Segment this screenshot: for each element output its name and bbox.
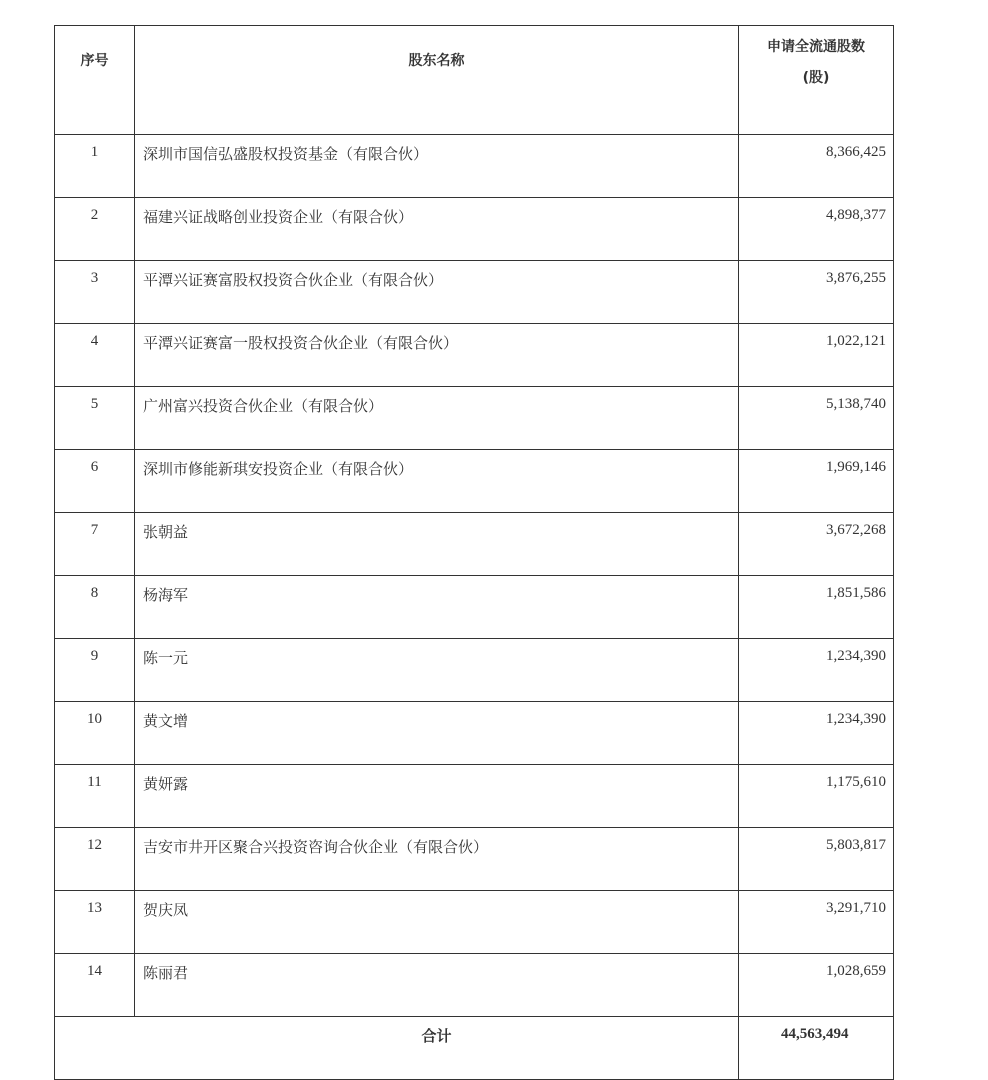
shareholder-table [54,25,894,1080]
table-row [55,765,894,828]
row-shares: 1,022,121 [739,324,894,387]
header-name: 股东名称 [135,26,739,135]
row-shares: 3,291,710 [739,891,894,954]
row-shares: 1,969,146 [739,450,894,513]
row-seq: 2 [55,198,135,261]
table-header-row [55,26,894,135]
row-seq: 10 [55,702,135,765]
row-shares: 8,366,425 [739,135,894,198]
row-name: 黄妍露 [135,765,739,828]
header-shares-line2: (股) [802,70,830,86]
total-label-text: 合计 [421,1027,452,1045]
row-shares: 1,028,659 [739,954,894,1017]
row-seq: 12 [55,828,135,891]
row-seq: 7 [55,513,135,576]
table-row [55,639,894,702]
row-name: 陈丽君 [135,954,739,1017]
row-name: 张朝益 [135,513,739,576]
table-row [55,513,894,576]
header-shares [739,26,894,135]
row-name: 广州富兴投资合伙企业（有限合伙） [135,387,739,450]
row-name: 陈一元 [135,639,739,702]
row-name: 吉安市井开区聚合兴投资咨询合伙企业（有限合伙） [135,828,739,891]
row-name: 深圳市修能新琪安投资企业（有限合伙） [135,450,739,513]
row-shares: 5,803,817 [739,828,894,891]
table-row [55,261,894,324]
header-seq: 序号 [55,26,135,135]
table-row [55,702,894,765]
row-seq: 3 [55,261,135,324]
row-shares: 1,234,390 [739,702,894,765]
row-shares: 5,138,740 [739,387,894,450]
row-name: 平潭兴证赛富股权投资合伙企业（有限合伙） [135,261,739,324]
row-shares: 3,876,255 [739,261,894,324]
row-name: 杨海军 [135,576,739,639]
table-row [55,828,894,891]
row-name: 深圳市国信弘盛股权投资基金（有限合伙） [135,135,739,198]
row-name: 平潭兴证赛富一股权投资合伙企业（有限合伙） [135,324,739,387]
table-row [55,198,894,261]
row-shares: 3,672,268 [739,513,894,576]
total-label [55,1017,739,1080]
table-row [55,576,894,639]
row-seq: 13 [55,891,135,954]
table-row [55,891,894,954]
row-shares: 1,851,586 [739,576,894,639]
row-name: 福建兴证战略创业投资企业（有限合伙） [135,198,739,261]
row-name: 贺庆凤 [135,891,739,954]
table-row [55,324,894,387]
row-shares: 1,175,610 [739,765,894,828]
header-shares-line1: 申请全流通股数 [767,39,865,55]
row-seq: 11 [55,765,135,828]
row-seq: 4 [55,324,135,387]
row-shares: 1,234,390 [739,639,894,702]
total-value: 44,563,494 [739,1017,894,1080]
row-shares: 4,898,377 [739,198,894,261]
row-seq: 14 [55,954,135,1017]
table-row [55,135,894,198]
row-seq: 1 [55,135,135,198]
table-row [55,450,894,513]
row-seq: 6 [55,450,135,513]
table-row [55,387,894,450]
table-row [55,954,894,1017]
row-seq: 9 [55,639,135,702]
row-name: 黄文增 [135,702,739,765]
total-row [55,1017,894,1080]
row-seq: 8 [55,576,135,639]
row-seq: 5 [55,387,135,450]
